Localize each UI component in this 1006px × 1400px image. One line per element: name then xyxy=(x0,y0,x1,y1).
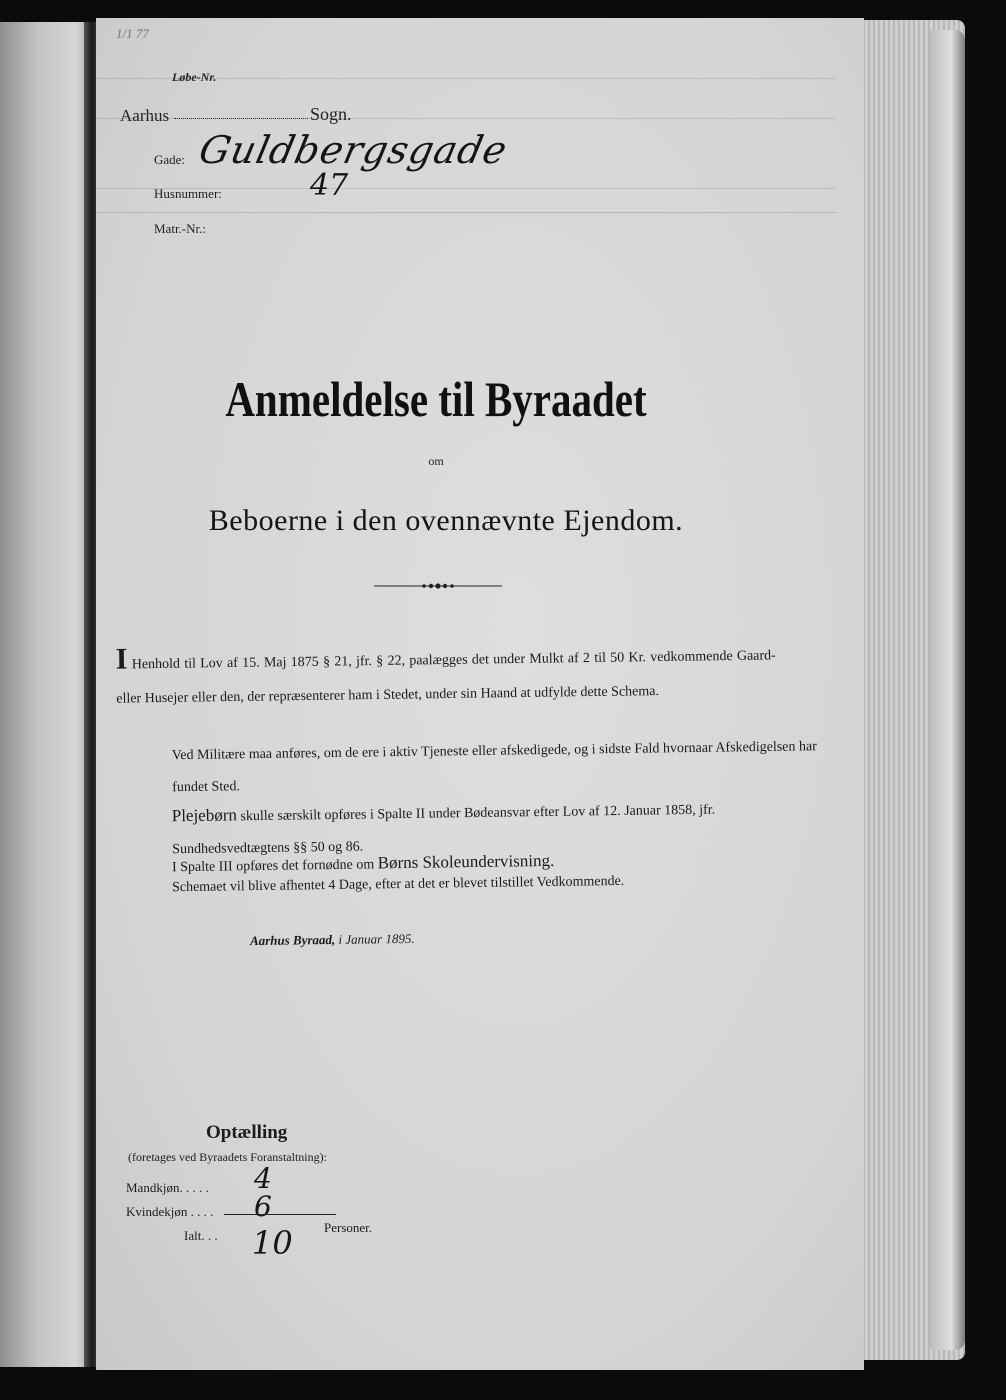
gade-handwritten-value: Guldbergsgade xyxy=(195,128,512,172)
drop-cap: I xyxy=(115,642,128,676)
title-connector: om xyxy=(428,454,444,468)
ialt-label: Ialt. . . xyxy=(184,1228,218,1243)
left-facing-page xyxy=(0,22,95,1367)
page-edges-outer xyxy=(930,30,965,1350)
schooling-lead: I Spalte III opføres det fornødne om xyxy=(171,857,375,876)
signature-date: i Januar 1895. xyxy=(338,930,415,947)
kvindekjon-label: Kvindekjøn . . . . xyxy=(126,1204,214,1219)
document-page xyxy=(96,18,864,1370)
signature-org: Aarhus Byraad, xyxy=(249,931,336,949)
document-title: Anmeldelse til Byraadet xyxy=(225,371,647,427)
matr-nr-label: Matr.-Nr.: xyxy=(154,221,206,236)
paragraph-law-text: Henhold til Lov af 15. Maj 1875 § 21, jfr. § 22, paalægges det under Mulkt af 2 til 50 Kr. vedkommende Gaard- eller Husejer eller den, der repræsenterer ham i Stedet, under sin Haand at udfylde dette Schema. xyxy=(116,648,776,707)
mandkjon-handwritten-value: 4 xyxy=(254,1162,272,1195)
schooling-emphasis: Børns Skoleundervisning. xyxy=(377,850,555,873)
gade-label: Gade: xyxy=(154,152,186,167)
lobe-nr-label: Løbe-Nr. xyxy=(172,70,217,84)
mandkjon-label: Mandkjøn. . . . . xyxy=(126,1180,209,1195)
sum-rule xyxy=(224,1214,336,1215)
aarhus-label: Aarhus xyxy=(120,106,170,125)
left-page-ghost-text xyxy=(6,132,8,144)
husnummer-label: Husnummer: xyxy=(154,186,222,201)
paragraph-collection: Schemaet vil blive afhentet 4 Dage, efter at det er blevet tilstillet Vedkommende. xyxy=(171,873,625,896)
paragraph-law xyxy=(116,633,777,716)
bleed-rule xyxy=(96,212,836,213)
count-subtitle: (foretages ved Byraadets Foranstaltning): xyxy=(128,1150,327,1164)
count-title: Optælling xyxy=(206,1122,288,1143)
signature-line xyxy=(250,931,415,949)
foster-children-lead: Plejebørn xyxy=(171,805,238,826)
sogn-fill-line xyxy=(174,118,308,119)
paragraph-military: Ved Militære maa anføres, om de ere i aktiv Tjeneste eller afskedigede, og i sidste Fald hvornaar Afskedigelsen har fundet Sted. xyxy=(171,739,817,796)
ialt-handwritten-value: 10 xyxy=(252,1224,293,1262)
kvindekjon-handwritten-value: 6 xyxy=(254,1190,272,1223)
husnummer-handwritten-value: 47 xyxy=(310,168,349,203)
ornament-divider xyxy=(374,580,502,592)
personer-label: Personer. xyxy=(324,1220,373,1235)
sogn-label: Sogn. xyxy=(310,104,352,124)
archive-pencil-note: 1/1 77 xyxy=(116,26,149,41)
document-subtitle: Beboerne i den ovennævnte Ejendom. xyxy=(208,504,684,537)
foster-children-text: skulle særskilt opføres i Spalte II under Bødeansvar efter Lov af 12. Januar 1858, jfr. Sundhedsvedtægtens §§ 50 og 86. xyxy=(172,802,716,858)
